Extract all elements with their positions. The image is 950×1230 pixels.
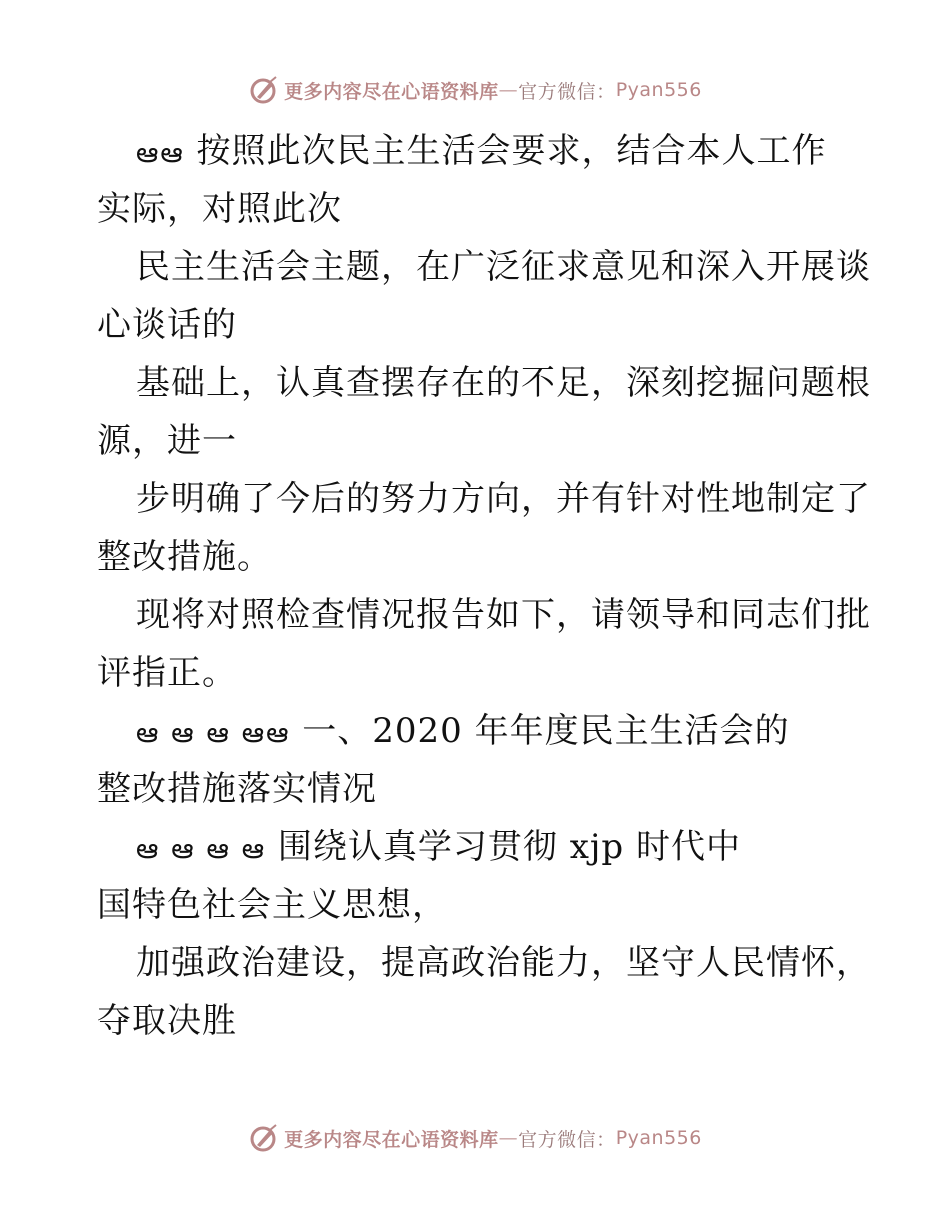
section-heading-line — [97, 702, 857, 760]
ornament-glyphs: ఆ ఆ ఆ ఆఆ — [136, 716, 291, 749]
quill-logo-icon — [248, 74, 280, 106]
watermark-subtitle: 官方微信： — [518, 1128, 616, 1151]
text-line: 整改措施。 — [97, 537, 272, 577]
text-line — [97, 122, 857, 180]
section-heading-text: 一、2020 年年度民主生活会的 — [302, 711, 790, 751]
watermark-separator: — — [498, 79, 519, 101]
watermark-footer — [0, 1118, 950, 1158]
text-line — [97, 818, 857, 876]
document-body — [97, 122, 871, 1050]
watermark-wechat-id: Pyan556 — [615, 79, 702, 101]
paragraph-text: 按照此次民主生活会要求，结合本人工作 — [196, 131, 827, 171]
ornament-glyphs: ఆ ఆ ఆ ఆ — [136, 832, 267, 865]
watermark-title: 更多内容尽在心语资料库 — [284, 1128, 499, 1151]
text-line: 夺取决胜 — [97, 1001, 237, 1041]
section-heading-line: 整改措施落实情况 — [97, 769, 377, 809]
text-line: 加强政治建设，提高政治能力，坚守人民情怀， — [136, 943, 871, 983]
text-line: 国特色社会主义思想， — [97, 885, 447, 925]
text-line: 现将对照检查情况报告如下，请领导和同志们批 — [136, 595, 871, 635]
text-line: 实际，对照此次 — [97, 189, 342, 229]
watermark-header — [0, 70, 950, 110]
ornament-glyphs: ఆఆ — [136, 136, 185, 169]
watermark-subtitle: 官方微信： — [518, 80, 616, 103]
text-line: 源，进一 — [97, 421, 237, 461]
text-line: 民主生活会主题，在广泛征求意见和深入开展谈 — [136, 247, 871, 287]
text-line: 基础上，认真查摆存在的不足，深刻挖掘问题根 — [136, 363, 871, 403]
text-line: 评指正。 — [97, 653, 237, 693]
text-line: 心谈话的 — [97, 305, 237, 345]
text-line: 步明确了今后的努力方向，并有针对性地制定了 — [136, 479, 871, 519]
watermark-separator: — — [498, 1127, 519, 1149]
watermark-wechat-id: Pyan556 — [615, 1127, 702, 1149]
quill-logo-icon — [248, 1122, 280, 1154]
watermark-title: 更多内容尽在心语资料库 — [284, 80, 499, 103]
paragraph-text: 围绕认真学习贯彻 xjp 时代中 — [277, 827, 741, 867]
